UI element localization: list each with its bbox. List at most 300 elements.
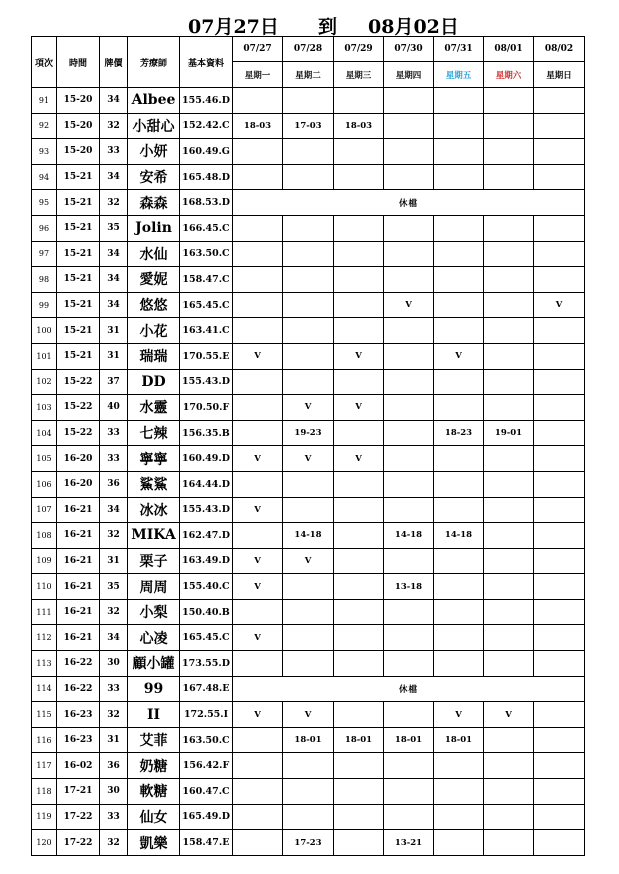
table-row xyxy=(32,318,585,344)
row-index: 118 xyxy=(32,779,57,805)
rest-notice: 休檔 xyxy=(233,676,585,702)
schedule-cell xyxy=(334,651,384,677)
schedule-cell xyxy=(334,497,384,523)
therapist-profile: 158.47.C xyxy=(180,267,233,293)
row-time: 16-21 xyxy=(57,523,100,549)
schedule-cell xyxy=(384,113,434,139)
row-price-tag: 35 xyxy=(100,215,128,241)
therapist-profile: 170.50.F xyxy=(180,395,233,421)
therapist-profile: 165.48.D xyxy=(180,164,233,190)
row-index: 107 xyxy=(32,497,57,523)
header-index: 項次 xyxy=(32,37,57,88)
table-row xyxy=(32,548,585,574)
schedule-cell xyxy=(334,267,384,293)
table-row xyxy=(32,804,585,830)
schedule-cell xyxy=(283,164,334,190)
row-index: 97 xyxy=(32,241,57,267)
therapist-name: 鯊鯊 xyxy=(128,471,180,497)
schedule-cell: 13-18 xyxy=(384,574,434,600)
schedule-cell xyxy=(434,369,484,395)
table-row xyxy=(32,369,585,395)
header-date: 07/31 xyxy=(434,37,484,62)
row-price-tag: 34 xyxy=(100,292,128,318)
row-price-tag: 32 xyxy=(100,599,128,625)
row-index: 105 xyxy=(32,446,57,472)
row-time: 16-23 xyxy=(57,727,100,753)
therapist-name: DD xyxy=(128,369,180,395)
schedule-cell xyxy=(484,523,534,549)
schedule-cell xyxy=(384,318,434,344)
title-end-date: 08月02日 xyxy=(368,16,459,38)
table-row xyxy=(32,88,585,114)
schedule-cell xyxy=(384,215,434,241)
schedule-cell xyxy=(384,548,434,574)
schedule-cell xyxy=(534,471,585,497)
schedule-cell xyxy=(534,523,585,549)
row-time: 15-21 xyxy=(57,292,100,318)
schedule-cell xyxy=(484,497,534,523)
row-price-tag: 32 xyxy=(100,830,128,856)
schedule-cell xyxy=(534,574,585,600)
row-index: 120 xyxy=(32,830,57,856)
therapist-name: 瑞瑞 xyxy=(128,343,180,369)
table-row xyxy=(32,446,585,472)
row-price-tag: 33 xyxy=(100,446,128,472)
schedule-cell xyxy=(534,164,585,190)
table-row xyxy=(32,139,585,165)
schedule-cell xyxy=(283,651,334,677)
schedule-cell xyxy=(283,343,334,369)
schedule-cell xyxy=(534,625,585,651)
header-date: 07/29 xyxy=(334,37,384,62)
row-time: 15-20 xyxy=(57,139,100,165)
schedule-cell: V xyxy=(484,702,534,728)
schedule-cell xyxy=(283,471,334,497)
row-price-tag: 34 xyxy=(100,267,128,293)
therapist-name: 森森 xyxy=(128,190,180,216)
row-price-tag: 31 xyxy=(100,548,128,574)
schedule-cell xyxy=(384,702,434,728)
row-time: 16-21 xyxy=(57,548,100,574)
schedule-cell: V xyxy=(233,625,283,651)
row-price-tag: 30 xyxy=(100,651,128,677)
schedule-cell: V xyxy=(334,446,384,472)
header-time: 時間 xyxy=(57,37,100,88)
schedule-cell xyxy=(384,139,434,165)
schedule-cell xyxy=(334,548,384,574)
schedule-cell xyxy=(534,318,585,344)
schedule-cell xyxy=(384,420,434,446)
header-weekday-friday: 星期五 xyxy=(434,62,484,88)
row-price-tag: 32 xyxy=(100,702,128,728)
therapist-profile: 170.55.E xyxy=(180,343,233,369)
table-row xyxy=(32,241,585,267)
schedule-table xyxy=(31,36,585,856)
therapist-name: 安希 xyxy=(128,164,180,190)
row-index: 92 xyxy=(32,113,57,139)
schedule-cell xyxy=(384,395,434,421)
schedule-cell xyxy=(283,497,334,523)
schedule-cell xyxy=(484,446,534,472)
row-index: 111 xyxy=(32,599,57,625)
therapist-profile: 172.55.I xyxy=(180,702,233,728)
row-index: 112 xyxy=(32,625,57,651)
therapist-profile: 156.35.B xyxy=(180,420,233,446)
schedule-cell: V xyxy=(233,497,283,523)
schedule-cell xyxy=(484,753,534,779)
row-price-tag: 31 xyxy=(100,727,128,753)
schedule-cell xyxy=(283,292,334,318)
table-row xyxy=(32,164,585,190)
header-date: 07/27 xyxy=(233,37,283,62)
schedule-cell xyxy=(233,395,283,421)
schedule-cell xyxy=(334,702,384,728)
table-row xyxy=(32,753,585,779)
schedule-cell: 13-21 xyxy=(384,830,434,856)
schedule-cell: V xyxy=(233,574,283,600)
therapist-name: 奶糖 xyxy=(128,753,180,779)
therapist-name: 99 xyxy=(128,676,180,702)
schedule-cell xyxy=(434,113,484,139)
schedule-cell xyxy=(434,548,484,574)
header-weekday: 星期日 xyxy=(534,62,585,88)
header-date: 08/01 xyxy=(484,37,534,62)
table-row xyxy=(32,292,585,318)
schedule-cell xyxy=(434,164,484,190)
row-time: 15-22 xyxy=(57,420,100,446)
schedule-cell xyxy=(384,369,434,395)
row-price-tag: 37 xyxy=(100,369,128,395)
schedule-cell xyxy=(534,369,585,395)
table-row xyxy=(32,343,585,369)
row-index: 113 xyxy=(32,651,57,677)
schedule-cell xyxy=(233,139,283,165)
row-price-tag: 34 xyxy=(100,88,128,114)
schedule-cell xyxy=(434,753,484,779)
table-row xyxy=(32,702,585,728)
schedule-cell xyxy=(233,215,283,241)
schedule-cell xyxy=(484,779,534,805)
schedule-cell xyxy=(233,727,283,753)
schedule-cell: 14-18 xyxy=(384,523,434,549)
schedule-cell xyxy=(384,651,434,677)
schedule-cell xyxy=(233,599,283,625)
schedule-cell: V xyxy=(283,702,334,728)
schedule-cell xyxy=(283,267,334,293)
therapist-profile: 168.53.D xyxy=(180,190,233,216)
row-index: 95 xyxy=(32,190,57,216)
row-time: 16-21 xyxy=(57,497,100,523)
row-time: 16-23 xyxy=(57,702,100,728)
schedule-cell xyxy=(283,215,334,241)
schedule-cell xyxy=(484,395,534,421)
schedule-cell: 18-01 xyxy=(384,727,434,753)
schedule-cell xyxy=(484,727,534,753)
schedule-cell xyxy=(384,779,434,805)
schedule-cell: 18-03 xyxy=(334,113,384,139)
schedule-cell xyxy=(484,343,534,369)
therapist-profile: 160.49.D xyxy=(180,446,233,472)
schedule-cell xyxy=(484,318,534,344)
schedule-cell xyxy=(484,599,534,625)
schedule-cell: V xyxy=(334,395,384,421)
row-index: 94 xyxy=(32,164,57,190)
therapist-profile: 156.42.F xyxy=(180,753,233,779)
schedule-cell xyxy=(484,88,534,114)
schedule-cell xyxy=(434,779,484,805)
therapist-profile: 152.42.C xyxy=(180,113,233,139)
therapist-profile: 173.55.D xyxy=(180,651,233,677)
therapist-name: 艾菲 xyxy=(128,727,180,753)
row-index: 104 xyxy=(32,420,57,446)
table-row xyxy=(32,651,585,677)
schedule-cell xyxy=(434,292,484,318)
row-time: 16-02 xyxy=(57,753,100,779)
schedule-cell: V xyxy=(283,548,334,574)
row-price-tag: 30 xyxy=(100,779,128,805)
therapist-name: 小梨 xyxy=(128,599,180,625)
schedule-cell xyxy=(334,779,384,805)
schedule-cell xyxy=(334,292,384,318)
therapist-profile: 165.45.C xyxy=(180,625,233,651)
schedule-cell xyxy=(484,139,534,165)
schedule-cell xyxy=(484,241,534,267)
schedule-cell xyxy=(534,215,585,241)
row-price-tag: 32 xyxy=(100,113,128,139)
schedule-cell xyxy=(334,164,384,190)
therapist-name: 水靈 xyxy=(128,395,180,421)
schedule-cell xyxy=(534,343,585,369)
table-row xyxy=(32,574,585,600)
schedule-cell: 17-23 xyxy=(283,830,334,856)
schedule-cell: V xyxy=(233,446,283,472)
therapist-profile: 155.40.C xyxy=(180,574,233,600)
therapist-profile: 165.45.C xyxy=(180,292,233,318)
table-row xyxy=(32,779,585,805)
schedule-cell xyxy=(534,267,585,293)
schedule-cell xyxy=(384,343,434,369)
schedule-cell: V xyxy=(434,702,484,728)
table-row xyxy=(32,830,585,856)
schedule-cell xyxy=(484,215,534,241)
row-time: 15-21 xyxy=(57,190,100,216)
title-separator: 到 xyxy=(318,16,338,38)
schedule-cell xyxy=(384,599,434,625)
schedule-cell xyxy=(534,753,585,779)
schedule-cell xyxy=(434,215,484,241)
row-price-tag: 33 xyxy=(100,420,128,446)
schedule-cell: V xyxy=(283,446,334,472)
row-price-tag: 40 xyxy=(100,395,128,421)
schedule-cell: 18-23 xyxy=(434,420,484,446)
therapist-name: MIKA xyxy=(128,523,180,549)
schedule-cell xyxy=(534,702,585,728)
therapist-name: 悠悠 xyxy=(128,292,180,318)
therapist-profile: 165.49.D xyxy=(180,804,233,830)
row-price-tag: 36 xyxy=(100,753,128,779)
schedule-cell xyxy=(534,497,585,523)
schedule-cell xyxy=(334,830,384,856)
schedule-cell xyxy=(233,292,283,318)
schedule-cell xyxy=(334,420,384,446)
schedule-cell xyxy=(233,420,283,446)
schedule-cell xyxy=(534,804,585,830)
therapist-name: 愛妮 xyxy=(128,267,180,293)
row-index: 115 xyxy=(32,702,57,728)
schedule-cell xyxy=(434,625,484,651)
therapist-name: 栗子 xyxy=(128,548,180,574)
therapist-name: 凱樂 xyxy=(128,830,180,856)
schedule-cell xyxy=(434,574,484,600)
schedule-cell xyxy=(434,139,484,165)
header-weekday: 星期二 xyxy=(283,62,334,88)
schedule-cell xyxy=(434,395,484,421)
header-weekday: 星期三 xyxy=(334,62,384,88)
schedule-cell xyxy=(384,753,434,779)
therapist-profile: 163.49.D xyxy=(180,548,233,574)
table-row xyxy=(32,190,585,216)
row-time: 16-20 xyxy=(57,471,100,497)
therapist-name: 軟糖 xyxy=(128,779,180,805)
schedule-cell xyxy=(434,471,484,497)
schedule-cell xyxy=(283,241,334,267)
therapist-profile: 162.47.D xyxy=(180,523,233,549)
row-time: 16-21 xyxy=(57,625,100,651)
therapist-name: II xyxy=(128,702,180,728)
schedule-cell: 17-03 xyxy=(283,113,334,139)
row-time: 15-20 xyxy=(57,88,100,114)
schedule-cell xyxy=(534,651,585,677)
row-time: 15-21 xyxy=(57,215,100,241)
schedule-cell xyxy=(283,139,334,165)
header-price-tag: 牌價 xyxy=(100,37,128,88)
schedule-cell xyxy=(283,88,334,114)
therapist-name: 七辣 xyxy=(128,420,180,446)
table-row xyxy=(32,215,585,241)
table-row xyxy=(32,420,585,446)
header-date: 07/28 xyxy=(283,37,334,62)
therapist-name: 心凌 xyxy=(128,625,180,651)
schedule-cell xyxy=(233,753,283,779)
schedule-cell xyxy=(233,369,283,395)
schedule-cell xyxy=(384,241,434,267)
row-price-tag: 34 xyxy=(100,164,128,190)
schedule-cell: 19-23 xyxy=(283,420,334,446)
table-row xyxy=(32,395,585,421)
therapist-name: 小甜心 xyxy=(128,113,180,139)
schedule-cell: V xyxy=(334,343,384,369)
table-row xyxy=(32,113,585,139)
schedule-cell xyxy=(334,369,384,395)
therapist-profile: 160.47.C xyxy=(180,779,233,805)
schedule-cell xyxy=(334,523,384,549)
row-index: 96 xyxy=(32,215,57,241)
therapist-name: 小花 xyxy=(128,318,180,344)
schedule-cell xyxy=(384,88,434,114)
row-time: 15-21 xyxy=(57,267,100,293)
schedule-cell: 18-01 xyxy=(434,727,484,753)
schedule-cell xyxy=(334,241,384,267)
schedule-cell xyxy=(534,139,585,165)
schedule-cell: V xyxy=(283,395,334,421)
therapist-profile: 155.43.D xyxy=(180,497,233,523)
schedule-cell xyxy=(434,599,484,625)
therapist-name: 冰冰 xyxy=(128,497,180,523)
row-index: 106 xyxy=(32,471,57,497)
row-price-tag: 33 xyxy=(100,676,128,702)
row-price-tag: 34 xyxy=(100,625,128,651)
schedule-cell xyxy=(534,548,585,574)
schedule-cell xyxy=(334,753,384,779)
row-index: 103 xyxy=(32,395,57,421)
row-time: 16-20 xyxy=(57,446,100,472)
header-date: 07/30 xyxy=(384,37,434,62)
therapist-profile: 163.50.C xyxy=(180,241,233,267)
row-time: 15-22 xyxy=(57,395,100,421)
schedule-cell xyxy=(233,523,283,549)
row-index: 119 xyxy=(32,804,57,830)
schedule-cell: V xyxy=(434,343,484,369)
schedule-cell xyxy=(384,164,434,190)
schedule-cell xyxy=(283,599,334,625)
row-time: 15-21 xyxy=(57,164,100,190)
therapist-profile: 155.46.D xyxy=(180,88,233,114)
row-price-tag: 36 xyxy=(100,471,128,497)
row-time: 15-21 xyxy=(57,343,100,369)
schedule-cell xyxy=(484,651,534,677)
schedule-cell xyxy=(534,88,585,114)
therapist-name: Albee xyxy=(128,88,180,114)
schedule-cell xyxy=(384,471,434,497)
schedule-cell xyxy=(233,267,283,293)
schedule-cell: 18-03 xyxy=(233,113,283,139)
schedule-cell xyxy=(534,241,585,267)
row-index: 114 xyxy=(32,676,57,702)
schedule-cell: 19-01 xyxy=(484,420,534,446)
schedule-cell xyxy=(283,369,334,395)
schedule-cell: V xyxy=(384,292,434,318)
row-price-tag: 33 xyxy=(100,139,128,165)
schedule-cell xyxy=(233,164,283,190)
row-price-tag: 31 xyxy=(100,343,128,369)
row-index: 108 xyxy=(32,523,57,549)
schedule-cell: V xyxy=(233,702,283,728)
schedule-cell xyxy=(334,574,384,600)
schedule-cell xyxy=(384,804,434,830)
schedule-cell xyxy=(434,497,484,523)
schedule-cell xyxy=(384,446,434,472)
row-index: 98 xyxy=(32,267,57,293)
row-time: 15-20 xyxy=(57,113,100,139)
row-price-tag: 33 xyxy=(100,804,128,830)
therapist-name: Jolin xyxy=(128,215,180,241)
schedule-cell xyxy=(534,446,585,472)
row-price-tag: 34 xyxy=(100,497,128,523)
table-row xyxy=(32,523,585,549)
row-time: 17-22 xyxy=(57,804,100,830)
table-row xyxy=(32,727,585,753)
schedule-cell xyxy=(434,804,484,830)
schedule-cell xyxy=(283,625,334,651)
schedule-body xyxy=(32,88,585,856)
therapist-profile: 158.47.E xyxy=(180,830,233,856)
row-time: 15-21 xyxy=(57,318,100,344)
schedule-cell xyxy=(233,88,283,114)
row-index: 100 xyxy=(32,318,57,344)
table-row xyxy=(32,599,585,625)
header-profile: 基本資料 xyxy=(180,37,233,88)
schedule-cell xyxy=(484,267,534,293)
